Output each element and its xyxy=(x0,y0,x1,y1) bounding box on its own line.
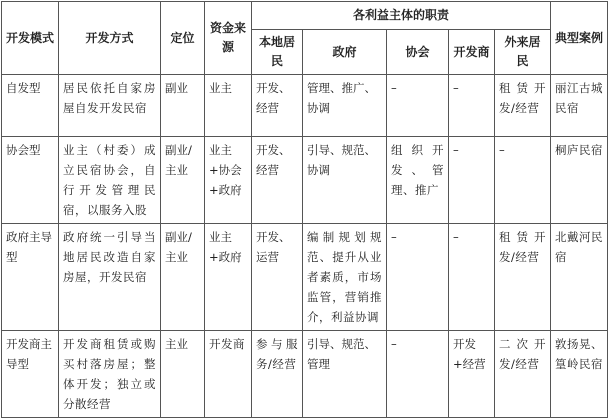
cell-developer: – xyxy=(449,224,495,331)
cell-outsiders: 二次开发/经营 xyxy=(495,331,551,418)
cell-government: 管理、推广、协调 xyxy=(303,75,387,137)
table-row xyxy=(2,137,608,224)
cell-government: 编制规划规范、提升从业者素质，市场监管，营销推介，利益协调 xyxy=(303,224,387,331)
header-example: 典型案例 xyxy=(551,2,608,75)
cell-funding: 业主 xyxy=(205,75,252,137)
header-developer: 开发商 xyxy=(449,30,495,75)
cell-government: 引导、规范、管理 xyxy=(303,331,387,418)
cell-example: 敦扬晃、篁岭民宿 xyxy=(551,331,608,418)
header-duties-group: 各利益主体的职责 xyxy=(252,2,551,30)
cell-method: 政府统一引导当地居民改造自家房屋，开发民宿 xyxy=(59,224,161,331)
development-mode-table xyxy=(1,1,608,418)
cell-residents: 开发、经营 xyxy=(252,75,303,137)
cell-method: 居民依托自家房屋自发开发民宿 xyxy=(59,75,161,137)
cell-residents: 参与服务/经营 xyxy=(252,331,303,418)
header-method: 开发方式 xyxy=(59,2,161,75)
cell-mode: 政府主导型 xyxy=(2,224,59,331)
cell-position: 副业/主业 xyxy=(161,224,205,331)
cell-government: 引导、规范、协调 xyxy=(303,137,387,224)
cell-mode: 自发型 xyxy=(2,75,59,137)
cell-method: 开发商租赁或购买村落房屋；整体开发；独立或分散经营 xyxy=(59,331,161,418)
header-residents: 本地居民 xyxy=(252,30,303,75)
cell-outsiders: 租赁开发/经营 xyxy=(495,224,551,331)
cell-example: 桐庐民宿 xyxy=(551,137,608,224)
cell-developer: 开发+经营 xyxy=(449,331,495,418)
header-mode: 开发模式 xyxy=(2,2,59,75)
cell-mode: 协会型 xyxy=(2,137,59,224)
header-funding: 资金来源 xyxy=(205,2,252,75)
cell-residents: 开发、经营 xyxy=(252,137,303,224)
header-government: 政府 xyxy=(303,30,387,75)
cell-developer: – xyxy=(449,75,495,137)
cell-funding: 业主+政府 xyxy=(205,224,252,331)
table-row xyxy=(2,224,608,331)
header-outsiders: 外来居民 xyxy=(495,30,551,75)
cell-mode: 开发商主导型 xyxy=(2,331,59,418)
header-association: 协会 xyxy=(387,30,449,75)
cell-example: 丽江古城民宿 xyxy=(551,75,608,137)
cell-association: – xyxy=(387,224,449,331)
cell-developer: – xyxy=(449,137,495,224)
header-row-1 xyxy=(2,2,608,30)
cell-outsiders: 租赁开发/经营 xyxy=(495,75,551,137)
cell-outsiders: – xyxy=(495,137,551,224)
cell-association: 组织开发、管理、推广 xyxy=(387,137,449,224)
cell-residents: 开发、运营 xyxy=(252,224,303,331)
cell-method: 业主（村委）成立民宿协会，自行开发管理民宿，以服务入股 xyxy=(59,137,161,224)
cell-example: 北戴河民宿 xyxy=(551,224,608,331)
cell-position: 副业/主业 xyxy=(161,137,205,224)
table-row xyxy=(2,331,608,418)
cell-funding: 开发商 xyxy=(205,331,252,418)
header-position: 定位 xyxy=(161,2,205,75)
table-row xyxy=(2,75,608,137)
cell-association: – xyxy=(387,75,449,137)
cell-position: 副业 xyxy=(161,75,205,137)
cell-position: 主业 xyxy=(161,331,205,418)
cell-association: – xyxy=(387,331,449,418)
cell-funding: 业主+协会+政府 xyxy=(205,137,252,224)
